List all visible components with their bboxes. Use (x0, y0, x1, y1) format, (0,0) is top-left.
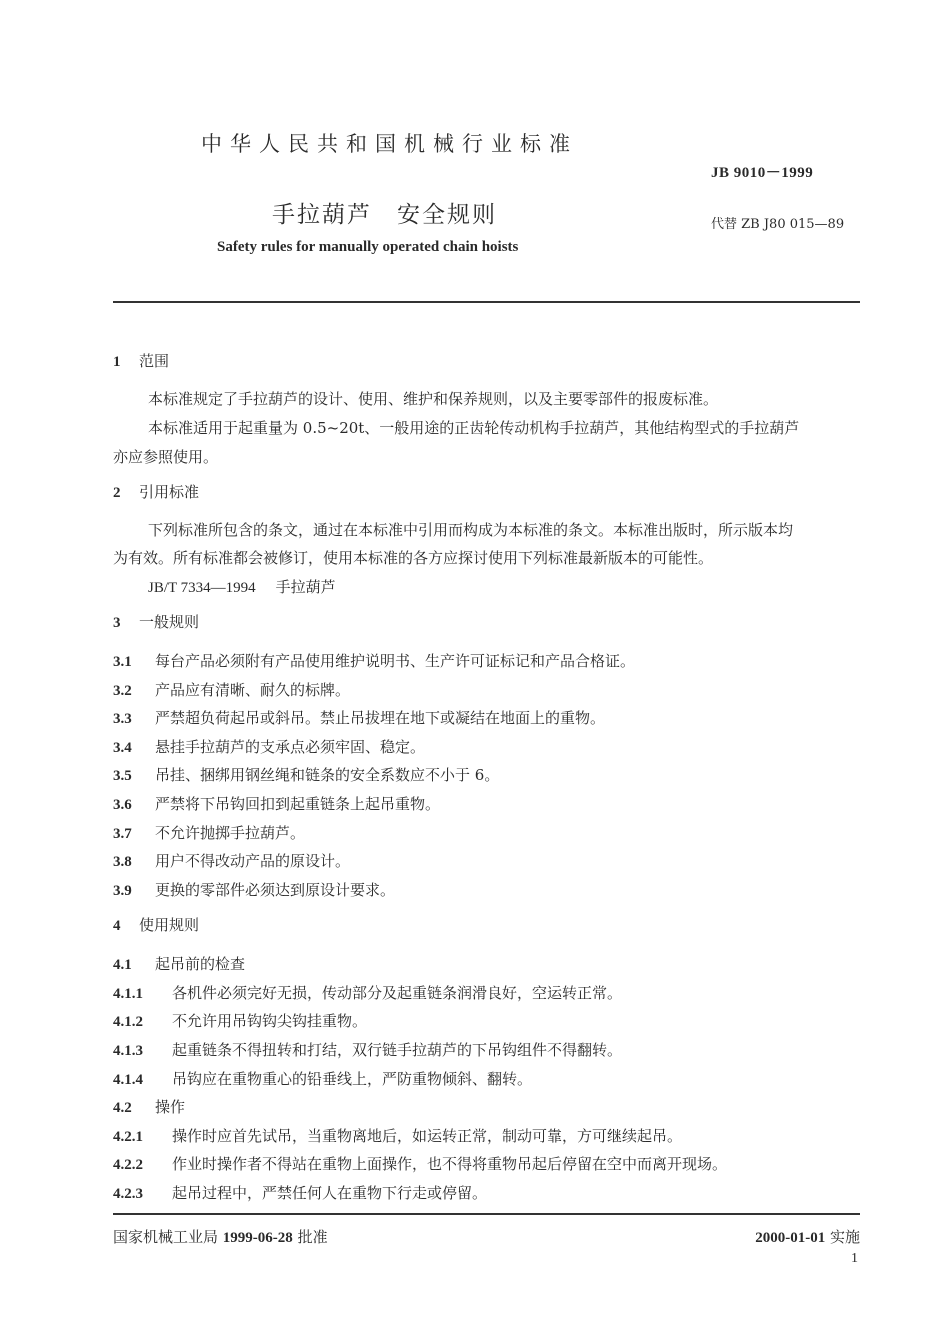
clause-number: 4.1.4 (113, 1072, 143, 1088)
section-4-heading (113, 914, 199, 935)
clause-number: 4.2.3 (113, 1186, 143, 1202)
clause-text: 用户不得改动产品的原设计。 (155, 852, 351, 870)
subsection-title: 操作 (155, 1098, 186, 1116)
subsection-4-2-heading (113, 1096, 185, 1117)
effective-label: 实施 (829, 1228, 860, 1246)
clause-text: 起重链条不得扭转和打结，双行链手拉葫芦的下吊钩组件不得翻转。 (172, 1041, 623, 1059)
clause-number: 4.1.2 (113, 1014, 143, 1030)
document-title-cn: 手拉葫芦 安全规则 (272, 202, 497, 228)
clause-text: 吊挂、捆绑用钢丝绳和链条的安全系数应不小于 6。 (155, 766, 500, 784)
subsection-number: 4.2 (113, 1100, 132, 1116)
clause-number: 3.4 (113, 740, 132, 756)
section-title: 使用规则 (139, 916, 200, 934)
section-title: 一般规则 (139, 613, 200, 631)
clause-text: 悬挂手拉葫芦的支承点必须牢固、稳定。 (155, 738, 426, 756)
clause (113, 879, 395, 900)
clause-text: 各机件必须完好无损，传动部分及起重链条润滑良好，空运转正常。 (172, 984, 623, 1002)
paragraph: 本标准规定了手拉葫芦的设计、使用、维护和保养规则，以及主要零部件的报废标准。 (148, 390, 719, 408)
clause-number: 4.2.2 (113, 1157, 143, 1173)
clause-text: 作业时操作者不得站在重物上面操作，也不得将重物吊起后停留在空中而离开现场。 (172, 1155, 728, 1173)
footer-divider (113, 1213, 860, 1215)
clause-number: 3.7 (113, 826, 132, 842)
clause (113, 764, 499, 785)
clause (113, 1039, 622, 1060)
clause (113, 1182, 487, 1203)
approval-date: 1999-06-28 (222, 1230, 293, 1246)
subsection-4-1-heading (113, 953, 245, 974)
clause-number: 3.5 (113, 768, 132, 784)
clause-number: 3.9 (113, 883, 132, 899)
paragraph: 下列标准所包含的条文，通过在本标准中引用而构成为本标准的条文。本标准出版时，所示版本均 (148, 521, 794, 539)
subsection-number: 4.1 (113, 957, 132, 973)
clause-text: 不允许抛掷手拉葫芦。 (155, 824, 306, 842)
clause-number: 3.1 (113, 654, 132, 670)
section-number: 3 (113, 615, 121, 631)
clause (113, 822, 305, 843)
clause-text: 严禁将下吊钩回扣到起重链条上起吊重物。 (155, 795, 441, 813)
referenced-standard-code: JB/T 7334—1994 (148, 580, 256, 596)
section-1-heading (113, 350, 169, 371)
clause-number: 4.2.1 (113, 1129, 143, 1145)
replaces-standard: 代替 ZB J80 015—89 (711, 217, 845, 232)
effective-info (755, 1226, 860, 1247)
effective-date: 2000-01-01 (755, 1230, 826, 1246)
clause-text: 吊钩应在重物重心的铅垂线上，严防重物倾斜、翻转。 (172, 1070, 533, 1088)
clause-number: 4.1.3 (113, 1043, 143, 1059)
section-number: 1 (113, 354, 121, 370)
referenced-standard-title: 手拉葫芦 (275, 578, 336, 596)
clause (113, 679, 350, 700)
paragraph-continuation: 亦应参照使用。 (113, 448, 219, 466)
header-divider (113, 301, 860, 303)
section-2-heading (113, 481, 199, 502)
clause-number: 3.6 (113, 797, 132, 813)
paragraph-continuation: 为有效。所有标准都会被修订，使用本标准的各方应探讨使用下列标准最新版本的可能性。 (113, 549, 714, 567)
referenced-standard (148, 576, 336, 597)
clause (113, 650, 635, 671)
document-title-en: Safety rules for manually operated chain hoists (217, 239, 519, 255)
paragraph: 本标准适用于起重量为 0.5~20t、一般用途的正齿轮传动机构手拉葫芦，其他结构型式的手拉葫芦 (148, 419, 800, 437)
clause (113, 707, 605, 728)
section-title: 范围 (139, 352, 170, 370)
clause-number: 3.2 (113, 683, 132, 699)
clause-text: 不允许用吊钩钩尖钩挂重物。 (172, 1012, 368, 1030)
section-3-heading (113, 611, 199, 632)
clause-text: 严禁超负荷起吊或斜吊。禁止吊拔埋在地下或凝结在地面上的重物。 (155, 709, 606, 727)
subsection-title: 起吊前的检查 (155, 955, 246, 973)
clause-text: 产品应有清晰、耐久的标牌。 (155, 681, 351, 699)
clause-text: 操作时应首先试吊，当重物离地后，如运转正常，制动可靠，方可继续起吊。 (172, 1127, 683, 1145)
section-title: 引用标准 (139, 483, 200, 501)
clause-text: 起吊过程中，严禁任何人在重物下行走或停留。 (172, 1184, 488, 1202)
page-number: 1 (851, 1251, 858, 1266)
standard-category: 中华人民共和国机械行业标准 (201, 132, 578, 156)
clause-number: 3.3 (113, 711, 132, 727)
approval-label: 批准 (297, 1228, 328, 1246)
clause (113, 1068, 532, 1089)
standard-number: JB 9010－1999 (711, 165, 814, 181)
clause-number: 4.1.1 (113, 986, 143, 1002)
clause (113, 982, 622, 1003)
clause (113, 1125, 682, 1146)
clause (113, 1153, 727, 1174)
section-number: 2 (113, 485, 121, 501)
clause (113, 736, 425, 757)
issuing-authority: 国家机械工业局 (113, 1228, 219, 1246)
clause-text: 更换的零部件必须达到原设计要求。 (155, 881, 396, 899)
section-number: 4 (113, 918, 121, 934)
approval-info (113, 1226, 328, 1247)
clause (113, 793, 440, 814)
clause (113, 1010, 367, 1031)
clause (113, 850, 350, 871)
clause-number: 3.8 (113, 854, 132, 870)
clause-text: 每台产品必须附有产品使用维护说明书、生产许可证标记和产品合格证。 (155, 652, 636, 670)
